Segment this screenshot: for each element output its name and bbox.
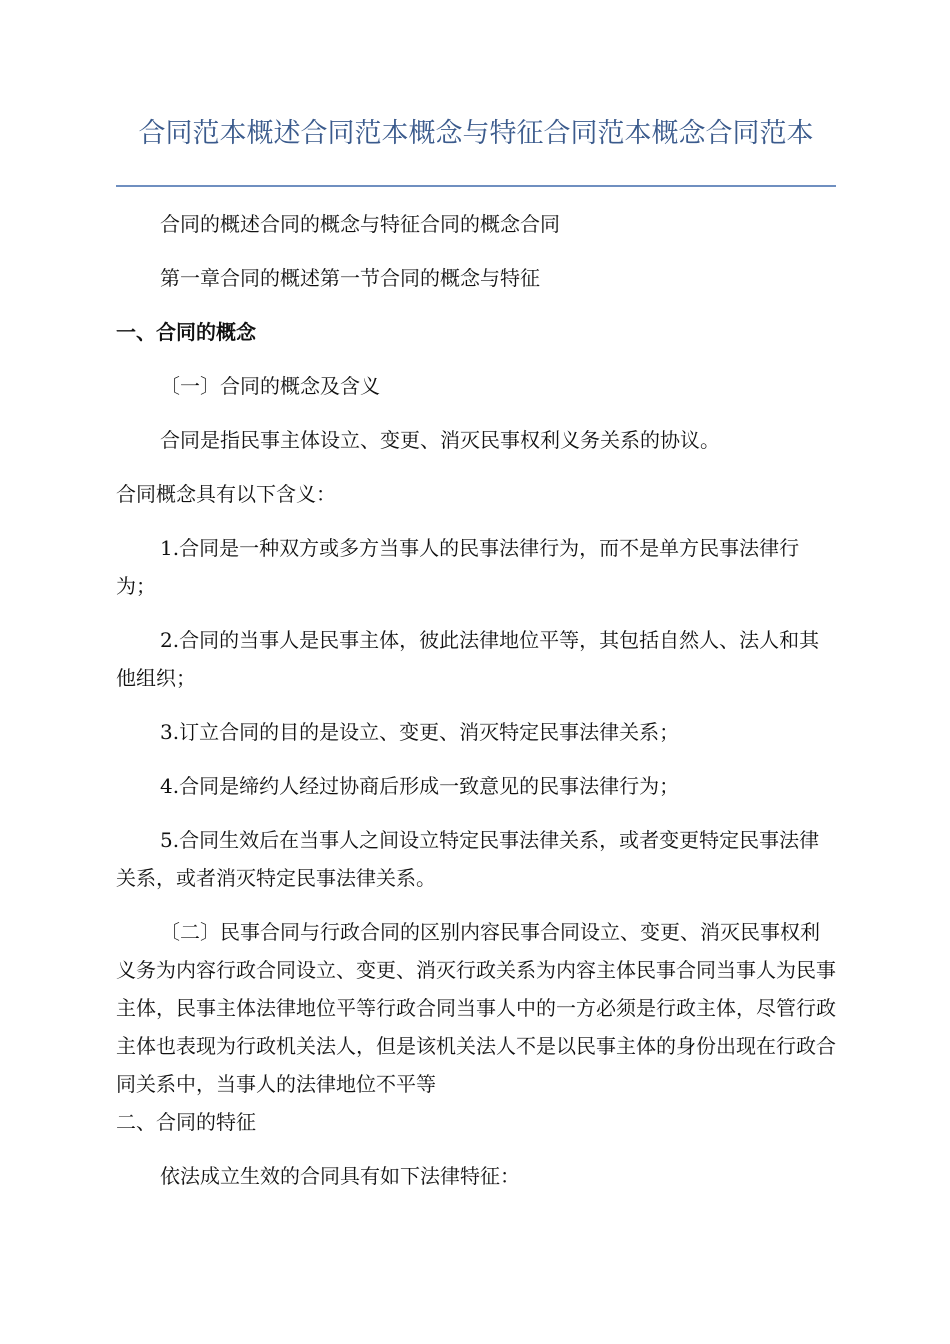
- list-item: 3.订立合同的目的是设立、变更、消灭特定民事法律关系；: [160, 720, 680, 744]
- section-heading: 二、合同的特征: [116, 1110, 256, 1134]
- paragraph: 〔二〕民事合同与行政合同的区别内容民事合同设立、变更、消灭民事权利义务为内容行政合同设立、变更、消灭行政关系为内容主体民事合同当事人为民事主体，民事主体法律地位平等行政合同当事人中的一方必须是行政主体，尽管行政主体也表现为行政机关法人，但是该机关法人不是以民事主体的身份出现在行政合同关系中，当事人的法律地位不平等: [116, 920, 836, 1096]
- list-item: 4.合同是缔约人经过协商后形成一致意见的民事法律行为；: [160, 774, 680, 798]
- paragraph: 合同概念具有以下含义：: [116, 482, 336, 506]
- list-item: 5.合同生效后在当事人之间设立特定民事法律关系，或者变更特定民事法律关系，或者消灭特定民事法律关系。: [116, 828, 820, 890]
- paragraph: 第一章合同的概述第一节合同的概念与特征: [160, 266, 540, 290]
- paragraph: 依法成立生效的合同具有如下法律特征：: [160, 1164, 520, 1188]
- section-heading: 一、合同的概念: [116, 320, 256, 344]
- document-title: 合同范本概述合同范本概念与特征合同范本概念合同范本: [138, 118, 814, 149]
- list-item: 1.合同是一种双方或多方当事人的民事法律行为，而不是单方民事法律行为；: [116, 536, 800, 598]
- paragraph: 合同是指民事主体设立、变更、消灭民事权利义务关系的协议。: [160, 428, 720, 452]
- paragraph: 合同的概述合同的概念与特征合同的概念合同: [160, 212, 560, 236]
- subsection-heading: 〔一〕合同的概念及含义: [160, 374, 380, 398]
- title-divider: [116, 185, 836, 187]
- list-item: 2.合同的当事人是民事主体，彼此法律地位平等，其包括自然人、法人和其他组织；: [116, 628, 820, 690]
- document-body: [116, 205, 836, 1195]
